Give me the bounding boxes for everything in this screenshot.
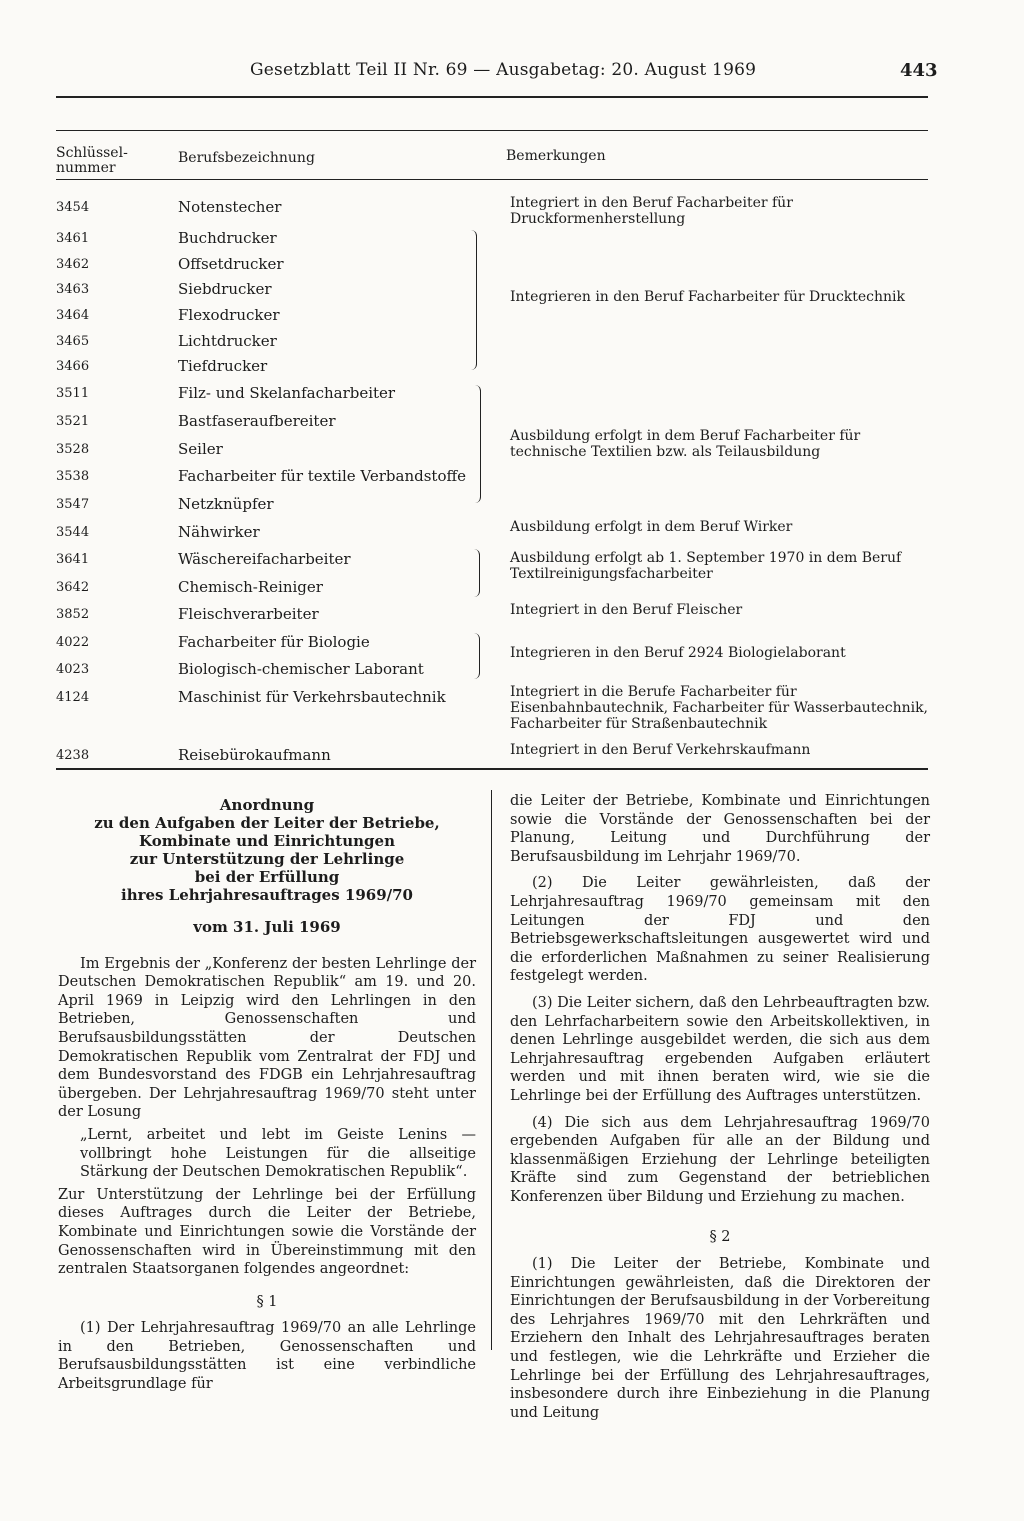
table-row-code: 3454 bbox=[56, 200, 90, 215]
article-title bbox=[58, 796, 476, 904]
section-1-paragraph-3: (3) Die Leiter sichern, daß den Lehrbeauftragten bzw. den Lehrfacharbeitern sowie den Arbeitskollektiven, in denen Lehrlinge ausgebildet werden, die sich aus dem Lehrjahresauftrag ergebenden Aufgaben erläutert werden und mit ihnen beraten wird, wie sie die Lehrlinge bei der Erfüllung des Auftrages unterstützen. bbox=[510, 994, 930, 1104]
table-row-occupation: Tiefdrucker bbox=[178, 357, 268, 375]
table-row-occupation: Fleischverarbeiter bbox=[178, 605, 319, 623]
table-remark: Integriert in die Berufe Facharbeiter für Eisenbahnbautechnik, Facharbeiter für Wasserbautechnik, Facharbeiter für Straßenbautechnik bbox=[510, 684, 929, 732]
page-number: 443 bbox=[900, 60, 938, 81]
article-right-column bbox=[510, 792, 930, 1422]
section-heading: § 2 bbox=[709, 1229, 731, 1246]
table-row-code: 3852 bbox=[56, 607, 90, 622]
page-header-title: Gesetzblatt Teil II Nr. 69 — Ausgabetag: 20. August 1969 bbox=[250, 60, 757, 80]
table-row-code: 4022 bbox=[56, 635, 90, 650]
table-row-occupation: Facharbeiter für Biologie bbox=[178, 633, 370, 651]
table-row-occupation: Wäschereifacharbeiter bbox=[178, 550, 351, 568]
column-divider bbox=[491, 790, 492, 1350]
table-row-code: 3462 bbox=[56, 257, 90, 272]
table-row-occupation: Bastfaseraufbereiter bbox=[178, 412, 336, 430]
table-row-occupation: Lichtdrucker bbox=[178, 332, 277, 350]
table-remark: Integriert in den Beruf Fleischer bbox=[510, 602, 743, 618]
table-remark: Integriert in den Beruf Facharbeiter für Druckformenherstellung bbox=[510, 195, 793, 227]
article-quote: „Lernt, arbeitet und lebt im Geiste Lenins — vollbringt hohe Leistungen für die allseitige Stärkung der Deutschen Demokratischen Republik“. bbox=[80, 1126, 476, 1181]
table-row-code: 3538 bbox=[56, 469, 90, 484]
table-row-code: 3463 bbox=[56, 282, 90, 297]
article-intro: Im Ergebnis der „Konferenz der besten Lehrlinge der Deutschen Demokratischen Republik“ am 19. und 20. April 1969 in Leipzig wird den Lehrlingen in den Betrieben, Genossenschaften und Berufsausbildungsstätten der Deutschen Demokratischen Republik vom Zentralrat der FDJ und dem Bundesvorstand des FDGB ein Lehrjahresauftrag übergeben. Der Lehrjahresauftrag 1969/70 steht unter der Losung bbox=[58, 955, 476, 1121]
table-header-rule bbox=[56, 179, 928, 180]
table-remark: Integrieren in den Beruf 2924 Biologielaborant bbox=[510, 645, 846, 661]
article-title-line: Kombinate und Einrichtungen bbox=[139, 832, 395, 850]
table-remark: Integriert in den Beruf Verkehrskaufmann bbox=[510, 742, 811, 758]
table-row-code: 3642 bbox=[56, 580, 90, 595]
table-row-occupation: Filz- und Skelanfacharbeiter bbox=[178, 384, 396, 402]
column-header-remarks: Bemerkungen bbox=[506, 148, 606, 164]
table-remark: Ausbildung erfolgt ab 1. September 1970 in dem Beruf Textilreinigungsfacharbeiter bbox=[510, 550, 902, 582]
table-row-occupation: Biologisch-chemischer Laborant bbox=[178, 660, 424, 678]
table-row-code: 3544 bbox=[56, 525, 90, 540]
table-row-code: 3528 bbox=[56, 442, 90, 457]
table-remark: Ausbildung erfolgt in dem Beruf Facharbeiter für technische Textilien bzw. als Teilausbildung bbox=[510, 428, 861, 460]
table-row-code: 3641 bbox=[56, 552, 90, 567]
table-top-rule bbox=[56, 130, 928, 131]
column-header-occupation: Berufsbezeichnung bbox=[178, 150, 315, 166]
grouping-brace bbox=[469, 549, 480, 597]
grouping-brace bbox=[469, 633, 480, 679]
article-title-line: zur Unterstützung der Lehrlinge bbox=[129, 850, 405, 868]
table-row-code: 4238 bbox=[56, 748, 90, 763]
table-row-code: 3511 bbox=[56, 386, 90, 401]
page-header bbox=[0, 0, 1024, 100]
table-row-code: 3521 bbox=[56, 414, 90, 429]
table-row-occupation: Nähwirker bbox=[178, 523, 260, 541]
table-row-occupation: Offsetdrucker bbox=[178, 255, 284, 273]
table-row-code: 4124 bbox=[56, 690, 90, 705]
table-row-code: 3466 bbox=[56, 359, 90, 374]
table-row-occupation: Seiler bbox=[178, 440, 223, 458]
section-heading: § 1 bbox=[256, 1293, 278, 1310]
section-1-paragraph-1: (1) Der Lehrjahresauftrag 1969/70 an alle Lehrlinge in den Betrieben, Genossenschaften und Berufsausbildungsstätten ist eine verbindliche Arbeitsgrundlage für bbox=[58, 1320, 476, 1393]
section-1-paragraph-2: (2) Die Leiter gewährleisten, daß der Lehrjahresauftrag 1969/70 gemeinsam mit den Leitungen der FDJ und den Betriebsgewerkschaftsleitungen ausgewertet wird und die erforderlichen Maßnahmen zu seiner Realisierung festgelegt werden. bbox=[510, 875, 930, 985]
grouping-brace bbox=[470, 385, 481, 503]
table-row-code: 4023 bbox=[56, 662, 90, 677]
table-row-occupation: Notenstecher bbox=[178, 198, 282, 216]
table-row-occupation: Buchdrucker bbox=[178, 229, 277, 247]
table-remark: Integrieren in den Beruf Facharbeiter für Drucktechnik bbox=[510, 289, 906, 305]
table-row-occupation: Siebdrucker bbox=[178, 280, 272, 298]
article-title-line: zu den Aufgaben der Leiter der Betriebe, bbox=[94, 814, 440, 832]
table-row-code: 3547 bbox=[56, 497, 90, 512]
section-1-paragraph-1-continued: die Leiter der Betriebe, Kombinate und Einrichtungen sowie die Vorstände der Genossenschaften bei der Planung, Leitung und Durchführung der Berufsausbildung im Lehrjahr 1969/70. bbox=[510, 793, 930, 865]
article-left-column bbox=[58, 796, 476, 1394]
section-1-paragraph-4: (4) Die sich aus dem Lehrjahresauftrag 1969/70 ergebenden Aufgaben für alle an der Bildung und klassenmäßigen Erziehung der Lehrlinge beteiligten Kräfte sind zum Gegenstand der betrieblichen Konferenzen über Bildung und Erziehung zu machen. bbox=[510, 1114, 930, 1205]
table-row-occupation: Netzknüpfer bbox=[178, 495, 274, 513]
grouping-brace bbox=[466, 230, 477, 370]
article-title-line: Anordnung bbox=[219, 796, 315, 814]
table-row-code: 3464 bbox=[56, 308, 90, 323]
article-title-line: ihres Lehrjahresauftrages 1969/70 bbox=[121, 886, 413, 904]
section-2-paragraph-1: (1) Die Leiter der Betriebe, Kombinate und Einrichtungen gewährleisten, daß die Direktoren der Einrichtungen der Berufsausbildung in der Vorbereitung des Lehrjahres 1969/70 mit den Lehrkräften und Erziehern den Inhalt des Lehrjahresauftrages beraten und festlegen, wie die Lehrkräfte und Erzieher die Lehrlinge bei der Erfüllung des Lehrjahresauftrages, insbesondere durch ihre Einbeziehung in die Planung und Leitung bbox=[510, 1256, 930, 1421]
column-header-code: Schlüssel- nummer bbox=[56, 145, 128, 176]
table-row-occupation: Flexodrucker bbox=[178, 306, 280, 324]
table-bottom-rule bbox=[56, 768, 928, 770]
table-row-occupation: Maschinist für Verkehrsbautechnik bbox=[178, 688, 446, 706]
article-intro-continued: Zur Unterstützung der Lehrlinge bei der Erfüllung dieses Auftrages durch die Leiter der Betriebe, Kombinate und Einrichtungen sowie die Vorstände der Genossenschaften wird in Übereinstimmung mit den zentralen Staatsorganen folgendes angeordnet: bbox=[58, 1186, 476, 1278]
table-row-occupation: Chemisch-Reiniger bbox=[178, 578, 323, 596]
table-row-code: 3461 bbox=[56, 231, 90, 246]
table-row-occupation: Facharbeiter für textile Verbandstoffe bbox=[178, 467, 467, 485]
header-rule bbox=[56, 96, 928, 98]
table-remark: Ausbildung erfolgt in dem Beruf Wirker bbox=[510, 519, 793, 535]
table-row-occupation: Reisebürokaufmann bbox=[178, 746, 331, 764]
article-title-line: bei der Erfüllung bbox=[194, 868, 340, 886]
table-row-code: 3465 bbox=[56, 334, 90, 349]
article-date: vom 31. Juli 1969 bbox=[193, 918, 341, 936]
